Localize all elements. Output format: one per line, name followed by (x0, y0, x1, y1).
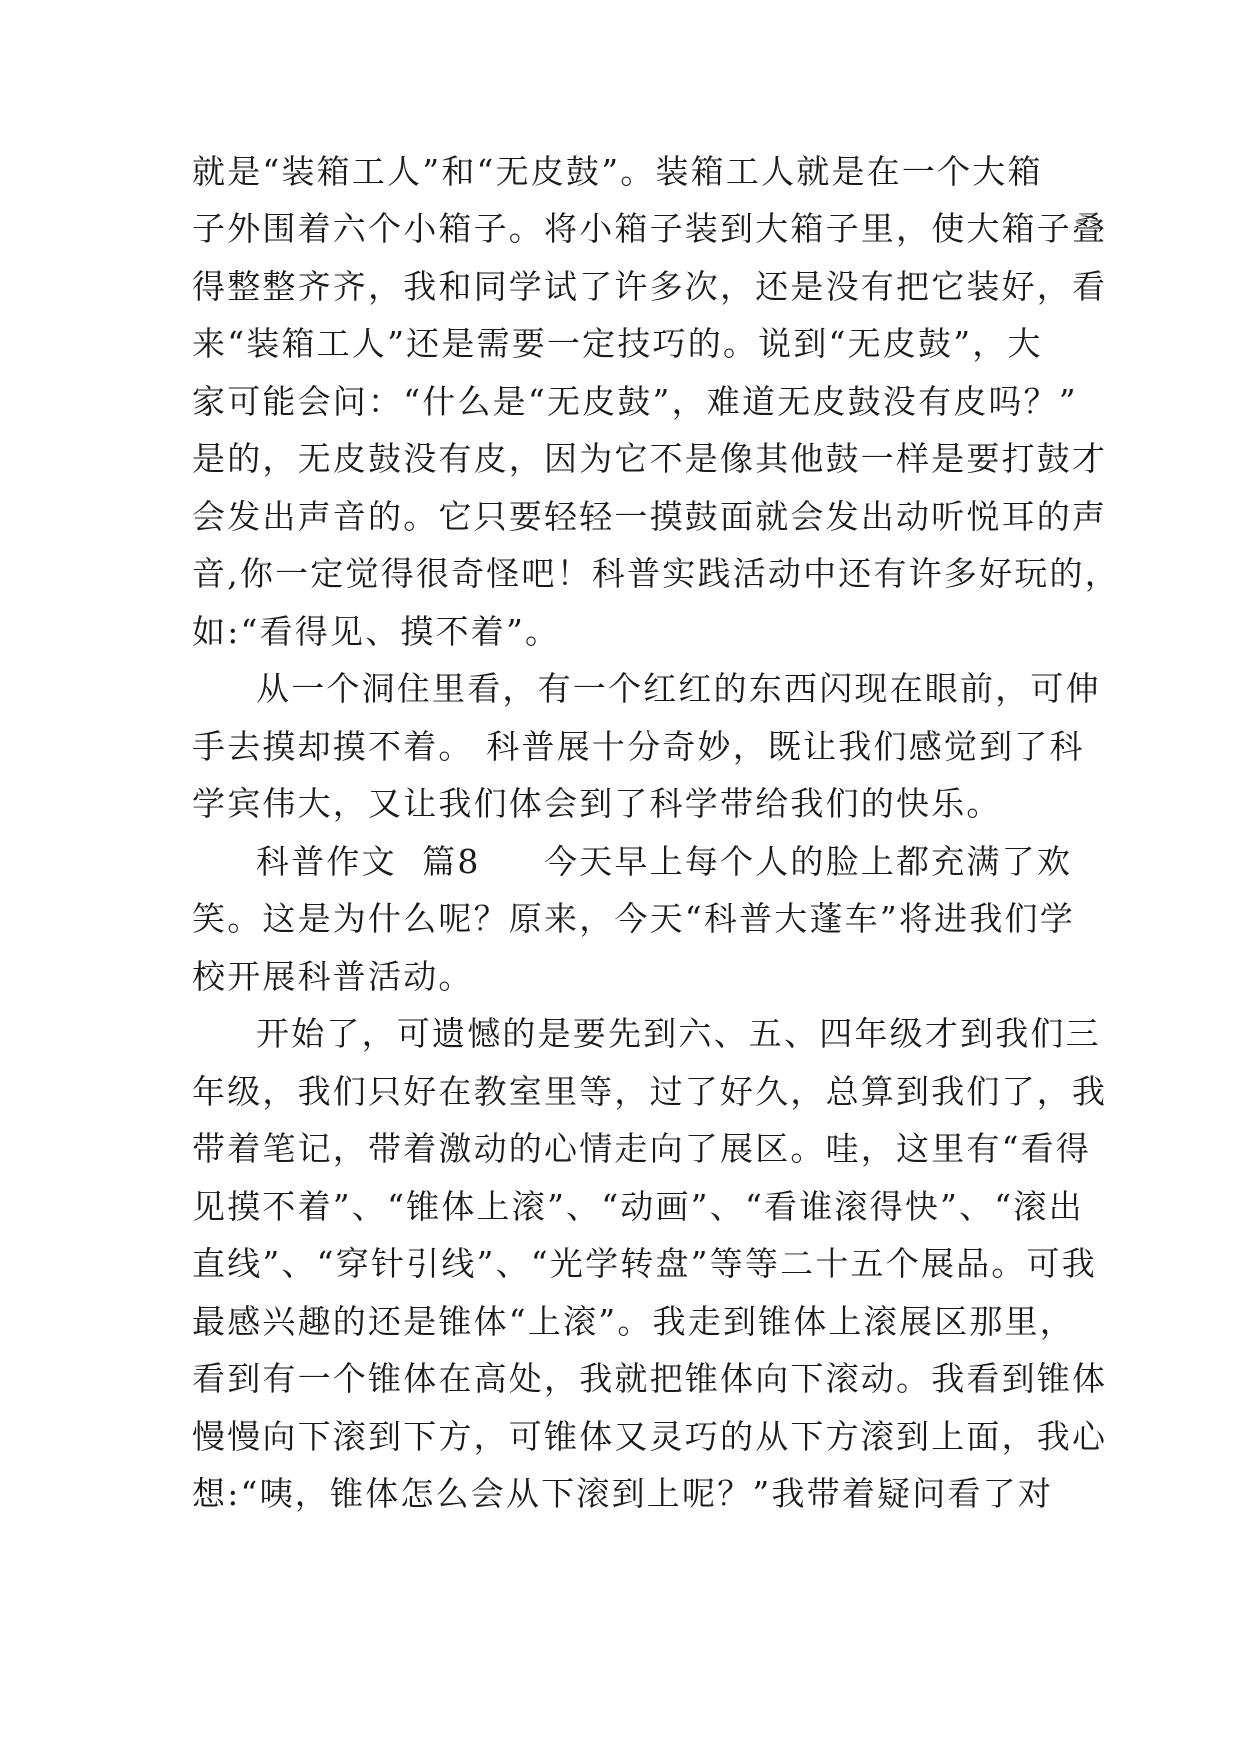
text-line: 见摸不着”、“锥体上滚”、“动画”、“看谁滚得快”、“滚出 (192, 1187, 1084, 1226)
text-line: 最感兴趣的还是锥体“上滚”。我走到锥体上滚展区那里， (192, 1302, 1075, 1341)
text-line: 子外围着六个小箱子。将小箱子装到大箱子里，使大箱子叠 (192, 209, 1108, 248)
section-heading-line: 科普作文 篇8 今天早上每个人的脸上都充满了欢 (256, 842, 1073, 881)
text-line: 会发出声音的。它只要轻轻一摸鼓面就会发出动听悦耳的声 (192, 497, 1108, 536)
text-line: 手去摸却摸不着。 科普展十分奇妙，既让我们感觉到了科 (192, 727, 1085, 766)
text-line: 想:“咦，锥体怎么会从下滚到上呢？”我带着疑问看了对 (192, 1474, 1054, 1513)
text-line: 学宾伟大，又让我们体会到了科学带给我们的快乐。 (192, 784, 1002, 823)
text-line: 是的，无皮鼓没有皮，因为它不是像其他鼓一样是要打鼓才 (192, 439, 1108, 478)
text-line: 就是“装箱工人”和“无皮鼓”。装箱工人就是在一个大箱 (192, 152, 1043, 191)
text-line: 看到有一个锥体在高处，我就把锥体向下滚动。我看到锥体 (192, 1359, 1108, 1398)
text-line: 开始了，可遗憾的是要先到六、五、四年级才到我们三 (256, 1014, 1101, 1053)
text-line: 音,你一定觉得很奇怪吧！科普实践活动中还有许多好玩的， (192, 554, 1120, 593)
text-line: 年级，我们只好在教室里等，过了好久，总算到我们了，我 (192, 1072, 1108, 1111)
text-line: 直线”、“穿针引线”、“光学转盘”等等二十五个展品。可我 (192, 1244, 1097, 1283)
text-line: 得整整齐齐，我和同学试了许多次，还是没有把它装好，看 (192, 267, 1108, 306)
text-line: 校开展科普活动。 (192, 957, 474, 996)
text-line: 慢慢向下滚到下方，可锥体又灵巧的从下方滚到上面，我心 (192, 1417, 1108, 1456)
text-line: 笑。这是为什么呢？原来，今天“科普大蓬车”将进我们学 (192, 899, 1075, 938)
text-line: 来“装箱工人”还是需要一定技巧的。说到“无皮鼓”，大 (192, 324, 1043, 363)
text-line: 如:“看得见、摸不着”。 (192, 612, 561, 651)
text-line: 家可能会问：“什么是“无皮鼓”，难道无皮鼓没有皮吗？” (192, 382, 1078, 421)
text-line: 从一个洞住里看，有一个红红的东西闪现在眼前，可伸 (256, 669, 1101, 708)
text-line: 带着笔记，带着激动的心情走向了展区。哇，这里有“看得 (192, 1129, 1092, 1168)
